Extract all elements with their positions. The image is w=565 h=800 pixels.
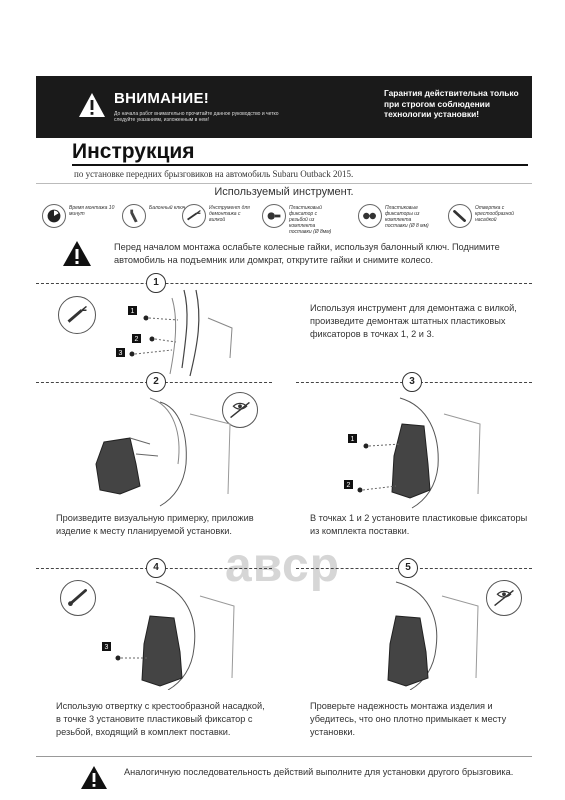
title-divider xyxy=(72,164,528,166)
step-5-illustration xyxy=(340,578,490,690)
tools-section: Используемый инструмент. Время монтажа 10 минут Балонный ключ Инструмент для демонтажа с вилкой Пластиковый фиксатор с резьбой из комплекта поставки (Ø 8мм) Пластиковые фиксаторы из комплекта поставки (Ø 8 мм) Отвертка с крестообразной насадкой xyxy=(36,183,532,231)
final-divider xyxy=(36,756,532,757)
fork-tool-icon xyxy=(58,296,96,334)
step-2-illustration xyxy=(90,394,240,509)
fixators-icon xyxy=(358,204,382,228)
screwdriver-icon xyxy=(60,580,96,616)
page-subtitle: по установке передних брызговиков на автомобиль Subaru Outback 2015. xyxy=(74,169,354,179)
svg-text:1: 1 xyxy=(350,436,355,443)
tools-heading: Используемый инструмент. xyxy=(214,186,354,198)
screwdriver-icon xyxy=(448,204,472,228)
guarantee-text: Гарантия действительна только при строгом соблюдении технологии установки! xyxy=(384,88,519,119)
step-1-badge: 1 xyxy=(146,273,166,293)
screw-fixator-icon xyxy=(262,204,286,228)
svg-text:2: 2 xyxy=(346,482,351,489)
clock-icon xyxy=(42,204,66,228)
caution-icon xyxy=(62,240,92,267)
step-4-illustration xyxy=(94,578,244,690)
warning-icon xyxy=(78,92,106,118)
wrench-icon xyxy=(122,204,146,228)
watermark: авср xyxy=(225,539,341,592)
step-5-badge: 5 xyxy=(398,558,418,578)
step-3-illustration xyxy=(340,394,490,509)
step-1-illustration xyxy=(112,288,242,378)
step-2-text: Произведите визуальную примерку, приложив изделие к месту планируемой установки. xyxy=(56,513,254,536)
svg-text:1: 1 xyxy=(130,308,135,315)
svg-text:3: 3 xyxy=(104,644,109,651)
step-2-badge: 2 xyxy=(146,372,166,392)
visual-check-icon xyxy=(486,580,522,616)
svg-text:2: 2 xyxy=(134,336,139,343)
step-1-text: Используя инструмент для демонтажа с вилкой, произведите демонтаж штатных пластиковых фиксаторов в точках 1, 2 и 3. xyxy=(310,303,517,339)
page-title: Инструкция xyxy=(72,140,195,163)
step-3-badge: 3 xyxy=(402,372,422,392)
warning-banner xyxy=(36,76,532,138)
warning-note: До начала работ внимательно прочитайте данное руководство и четко следуйте указаниям, изложенным в нем! xyxy=(114,111,279,123)
step-divider xyxy=(36,283,532,284)
caution-icon xyxy=(80,765,108,790)
step-5-text: Проверьте надежность монтажа изделия и убедитесь, что оно плотно примыкает к месту установки. xyxy=(310,701,507,737)
final-note: Аналогичную последовательность действий выполните для установки другого брызговика. xyxy=(124,767,514,777)
fork-tool-icon xyxy=(182,204,206,228)
svg-text:3: 3 xyxy=(118,350,123,357)
step-4-text: Использую отвертку с крестообразной насадкой, в точке 3 установите пластиковый фиксатор с резьбой, входящий в комплект поставки. xyxy=(56,701,265,737)
step-4-badge: 4 xyxy=(146,558,166,578)
step-3-text: В точках 1 и 2 установите пластиковые фиксаторы из комплекта поставки. xyxy=(310,513,528,536)
intro-note: Перед началом монтажа ослабьте колесные гайки, используя балонный ключ. Поднимите автомобиль на подъемник или домкрат, открутите гайки и снимите колесо. xyxy=(114,242,500,265)
warning-title: ВНИМАНИЕ! xyxy=(114,90,210,107)
